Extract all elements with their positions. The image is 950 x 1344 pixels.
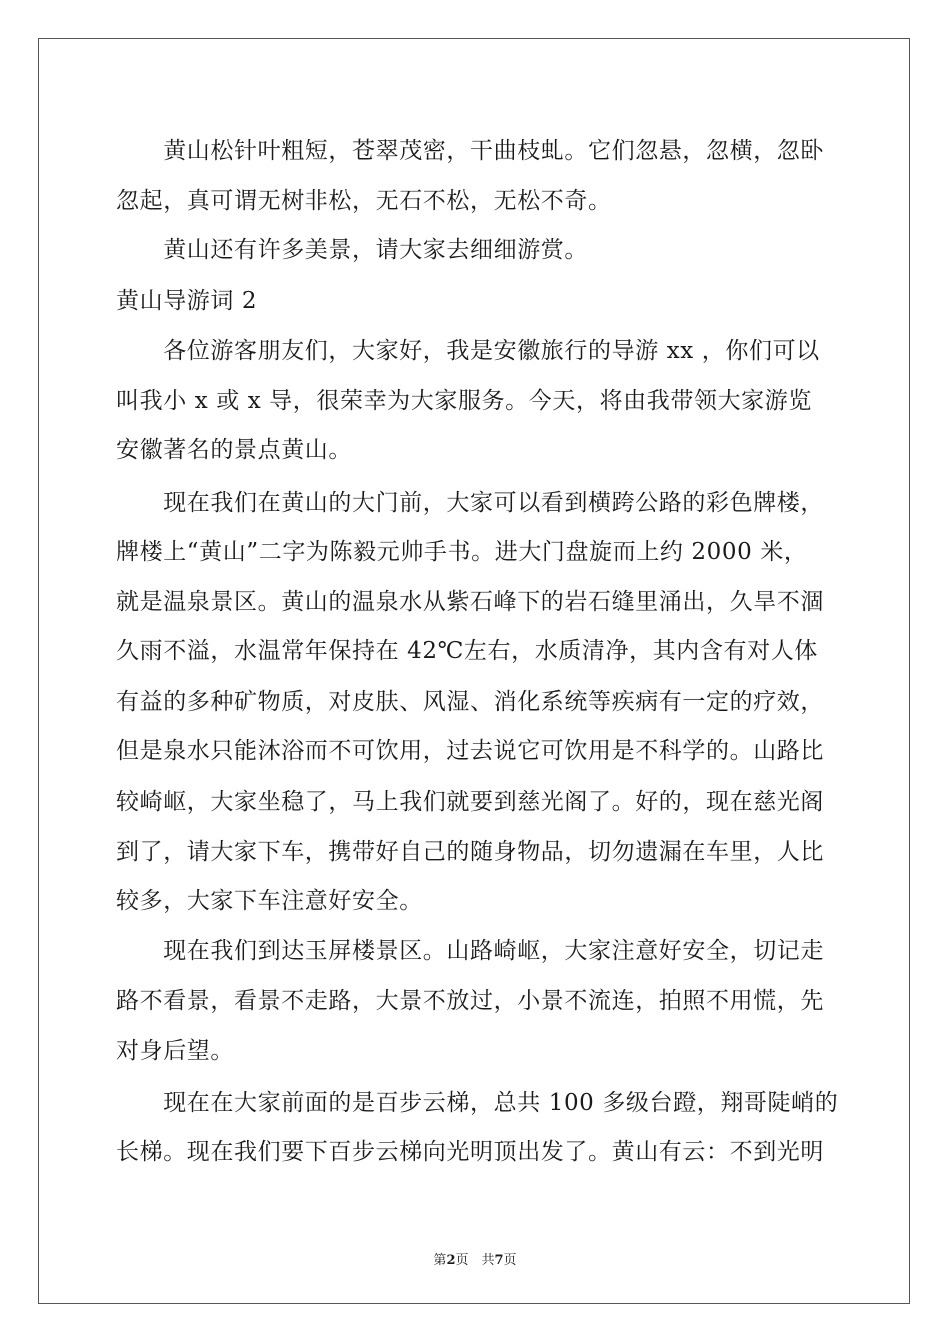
text-line: 现在我们在黄山的大门前，大家可以看到横跨公路的彩色牌楼， [116,490,824,516]
page-footer [0,1249,950,1268]
text-line: 路不看景，看景不走路，大景不放过，小景不流连，拍照不用慌，先 [116,988,824,1014]
section-heading: 黄山导游词 2 [116,288,258,314]
text-line: 叫我小 x 或 x 导，很荣幸为大家服务。今天，将由我带领大家游览 [116,388,812,414]
text-line: 就是温泉景区。黄山的温泉水从紫石峰下的岩石缝里涌出，久旱不涸 [116,589,824,615]
footer-suffix: 页 [503,1253,517,1268]
text-line: 到了，请大家下车，携带好自己的随身物品，切勿遗漏在车里，人比 [116,839,824,865]
text-line: 黄山松针叶粗短，苍翠茂密，干曲枝虬。它们忽悬，忽横，忽卧 [116,138,824,164]
text-line: 现在我们到达玉屏楼景区。山路崎岖，大家注意好安全，切记走 [116,938,824,964]
text-line: 较崎岖，大家坐稳了，马上我们就要到慈光阁了。好的，现在慈光阁 [116,789,824,815]
text-line: 较多，大家下车注意好安全。 [116,888,423,914]
text-line: 对身后望。 [116,1038,234,1064]
text-line: 久雨不溢，水温常年保持在 42℃左右，水质清净，其内含有对人体 [116,638,818,664]
text-line: 忽起，真可谓无树非松，无石不松，无松不奇。 [116,188,612,214]
text-line: 长梯。现在我们要下百步云梯向光明顶出发了。黄山有云：不到光明 [116,1139,824,1165]
footer-mid: 页 共 [455,1253,495,1268]
text-line: 黄山还有许多美景，请大家去细细游赏。 [116,237,588,263]
page-number: 2 [446,1253,456,1268]
text-line: 有益的多种矿物质，对皮肤、风湿、消化系统等疾病有一定的疗效， [116,689,824,715]
page-total: 7 [494,1253,504,1268]
footer-prefix: 第 [433,1253,447,1268]
text-line: 但是泉水只能沐浴而不可饮用，过去说它可饮用是不科学的。山路比 [116,738,824,764]
text-line: 牌楼上“黄山”二字为陈毅元帅手书。进大门盘旋而上约 2000 米， [116,539,808,565]
text-line: 现在在大家前面的是百步云梯，总共 100 多级台蹬，翔哥陡峭的 [116,1090,839,1116]
text-line: 各位游客朋友们，大家好，我是安徽旅行的导游 xx ，你们可以 [116,338,820,364]
text-line: 安徽著名的景点黄山。 [116,437,352,463]
